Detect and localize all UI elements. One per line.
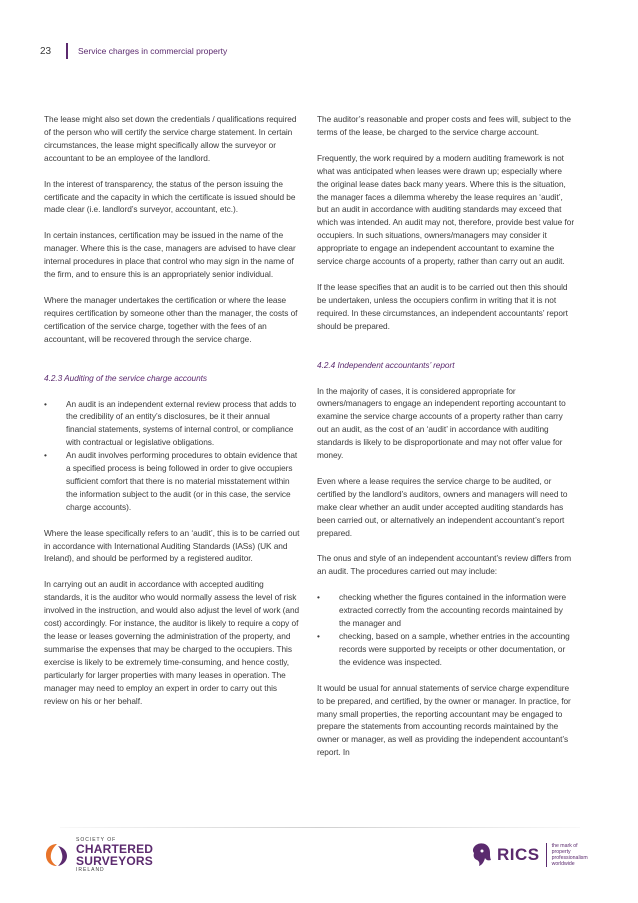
rics-tagline-line: the mark of [551,843,578,849]
rics-lion-icon [470,841,494,869]
left-column [44,113,302,720]
bullet-icon: • [44,450,47,461]
footer-divider [60,827,580,828]
paragraph: In the interest of transparency, the status of the person issuing the certificate and the capacity in which the certificate is issued should be made clear (i.e. landlord’s surveyor, accountant, etc.). [44,178,296,215]
list-item-text: checking, based on a sample, whether entries in the accounting records were supported by receipts or other documentation, or the evidence was inspected. [339,631,570,667]
header-divider [66,43,68,59]
paragraph: The onus and style of an independent accountant’s review differs from an audit. The procedures carried out may include: [317,553,572,577]
paragraph: The lease might also set down the credentials / qualifications required of the person who will certify the service charge statement. In certain circumstances, the lease might specifically allow the surveyor or accountant to be an employee of the landlord. [44,114,297,163]
list-item [317,630,575,669]
page-number: 23 [40,45,52,57]
paragraph: In carrying out an audit in accordance with accepted auditing standards, it is the auditor who would normally assess the level of risk involved in the instruction, and would also adjust the level of work (and cost) accordingly. For instance, the auditor is likely to require a copy of the lease or leases governing the administration of the property, and summarise the expenses that may be charged to the occupiers. This exercise is likely to be extremely time-consuming, and hence costly, particularly for larger properties with many leases in operation. The manager may need to employ an expert in order to carry out this review on his or her behalf. [44,579,300,706]
bullet-list [317,591,575,668]
paragraph: The auditor’s reasonable and proper costs and fees will, subject to the terms of the lease, be charged to the service charge account. [317,114,571,137]
paragraph: In certain instances, certification may be issued in the name of the manager. Where this is the case, managers are advised to have clear internal procedures in place that control who may sign in the name of the firm, and to ensure this is an appropriately senior individual. [44,230,296,280]
paragraph: Frequently, the work required by a modern auditing framework is not what was anticipated when leases were drawn up; especially where the original lease dates back many years. Where this is the situation, the manager faces a dilemma whereby the lease requires an ‘audit’, but an audit in accordance with auditing standards may exceed that which was intended. An audit may not, therefore, provide best value for occupiers. In such situations, owners/managers may consider it appropriate to engage an independent accountant to examine the service charge accounts of a property, rather than carry out an audit. [317,152,575,267]
scs-society-of: SOCIETY OF [76,836,117,843]
scs-emblem-icon [44,842,70,868]
rics-logo [470,840,588,870]
list-item-text: checking whether the figures contained in the information were extracted correctly from the accounting records maintained by the manager and [339,592,567,629]
bullet-icon: • [44,398,47,409]
list-item-text: An audit is an independent external review process that adds to the credibility of an entity’s disclosures, be it their annual financial statements, systems of internal control, or compliance with contractual or legislative obligations. [66,398,297,448]
paragraph: It would be usual for annual statements of service charge expenditure to be prepared, and certified, by the owner or manager. In practice, for many small properties, the reporting accountant may be engaged to prepare the statements from accounting records maintained by the owner or manager, as well as providing the independent accountant’s report. In [317,682,571,758]
section-spacer [317,346,575,359]
scs-surveyors: SURVEYORS [76,853,153,868]
paragraph: Even where a lease requires the service charge to be audited, or certified by the landlord’s auditors, owners and managers will need to make clear whether an audit under accepted auditing standards has been carried out, or alternatively an independent accountant’s report prepared. [317,475,568,538]
scs-chartered: CHARTERED [76,841,154,856]
list-item [317,591,575,630]
page-header [40,42,227,60]
bullet-list [44,398,302,514]
paragraph: Where the manager undertakes the certification or where the lease requires certification by someone other than the manager, the costs of certification of the service charge, together with the fees of an accountant, will be recovered through the service charge. [44,294,298,344]
paragraph: If the lease specifies that an audit is to be carried out then this should be undertaken, unless the occupiers confirm in writing that it is not required. In these circumstances, an independent accountants’ report should be prepared. [317,281,568,331]
paragraph: Where the lease specifically refers to an ‘audit’, this is to be carried out in accordance with International Auditing Standards (IASs) (UK and Ireland), and should be performed by a registered auditor. [44,527,300,564]
rics-tagline [552,843,588,867]
list-item [44,449,302,514]
right-column [317,113,575,772]
section-heading-4-2-3: 4.2.3 Auditing of the service charge accounts [44,372,208,383]
rics-wordmark: RICS [497,845,540,864]
rics-divider [546,843,547,867]
paragraph: In the majority of cases, it is considered appropriate for owners/managers to engage an independent reporting accountant to examine the service charge accounts of a property rather than carry out an audit, as the cost of an ‘audit’ in accordance with auditing standards is likely to be disproportionate and may not offer value for money. [317,385,566,461]
rics-tagline-line: property [551,849,571,855]
scs-ireland-logo [44,837,153,873]
bullet-icon: • [317,631,320,641]
section-heading-4-2-4: 4.2.4 Independent accountants’ report [317,359,455,370]
scs-ireland: IRELAND [76,866,105,873]
section-spacer [44,359,302,372]
rics-tagline-line: worldwide [551,861,575,867]
bullet-icon: • [317,592,320,603]
document-title: Service charges in commercial property [78,46,228,56]
list-item [44,398,302,450]
list-item-text: An audit involves performing procedures to obtain evidence that a specified process is being followed in order to give occupiers sufficient comfort that there is no material misstatement within the information subject to the audit (or in this case, the service charge accounts). [66,450,298,512]
rics-tagline-line: professionalism [551,855,588,861]
